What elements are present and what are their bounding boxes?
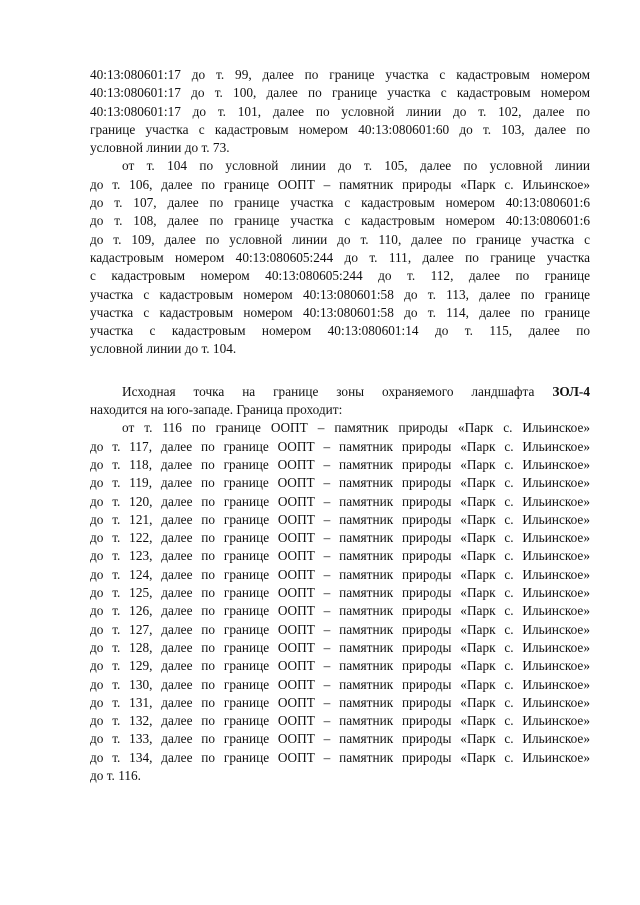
text-line: 40:13:080601:17 до т. 99, далее по границе участка с кадастровым номером bbox=[90, 67, 590, 82]
paragraph-spacer bbox=[90, 359, 590, 383]
paragraph-boundary-continuation bbox=[90, 66, 590, 157]
paragraph-points-116-134 bbox=[90, 419, 590, 785]
text-line: до т. 121, далее по границе ООПТ – памятник природы «Парк с. Ильинское» bbox=[90, 511, 590, 527]
text-line: с кадастровым номером 40:13:080605:244 до т. 112, далее по границе bbox=[90, 268, 590, 284]
text-line: до т. 125, далее по границе ООПТ – памятник природы «Парк с. Ильинское» bbox=[90, 585, 590, 601]
text-line: до т. 107, далее по границе участка с кадастровым номером 40:13:080601:6 bbox=[90, 195, 590, 211]
text-line bbox=[90, 383, 590, 401]
text-line: до т. 119, далее по границе ООПТ – памятник природы «Парк с. Ильинское» bbox=[90, 475, 590, 491]
text-line: до т. 117, далее по границе ООПТ – памятник природы «Парк с. Ильинское» bbox=[90, 438, 590, 454]
text-line: до т. 106, далее по границе ООПТ – памятник природы «Парк с. Ильинское» bbox=[90, 176, 590, 192]
text-line: до т. 118, далее по границе ООПТ – памятник природы «Парк с. Ильинское» bbox=[90, 456, 590, 472]
text-line: 40:13:080601:17 до т. 101, далее по условной линии до т. 102, далее по bbox=[90, 103, 590, 119]
paragraph-zone-intro bbox=[90, 383, 590, 420]
text-line: до т. 120, далее по границе ООПТ – памятник природы «Парк с. Ильинское» bbox=[90, 493, 590, 509]
text-line: участка с кадастровым номером 40:13:080601:58 до т. 113, далее по границе bbox=[90, 286, 590, 302]
text-line: участка с кадастровым номером 40:13:080601:14 до т. 115, далее по bbox=[90, 323, 590, 339]
text-line: до т. 108, далее по границе участка с кадастровым номером 40:13:080601:6 bbox=[90, 213, 590, 229]
text-line: условной линии до т. 73. bbox=[90, 140, 230, 156]
text-line: до т. 133, далее по границе ООПТ – памятник природы «Парк с. Ильинское» bbox=[90, 731, 590, 747]
zone-label: ЗОЛ-4 bbox=[552, 383, 590, 399]
document-page bbox=[90, 66, 590, 785]
text-line: от т. 104 по условной линии до т. 105, далее по условной линии bbox=[122, 158, 590, 174]
text-line: до т. 131, далее по границе ООПТ – памятник природы «Парк с. Ильинское» bbox=[90, 694, 590, 710]
text-line: границе участка с кадастровым номером 40:13:080601:60 до т. 103, далее по bbox=[90, 121, 590, 137]
text-line: до т. 109, далее по условной линии до т. 110, далее по границе участка с bbox=[90, 231, 590, 247]
text-line: до т. 134, далее по границе ООПТ – памятник природы «Парк с. Ильинское» bbox=[90, 749, 590, 765]
text-line: до т. 128, далее по границе ООПТ – памятник природы «Парк с. Ильинское» bbox=[90, 639, 590, 655]
text-line: до т. 126, далее по границе ООПТ – памятник природы «Парк с. Ильинское» bbox=[90, 603, 590, 619]
text-line: до т. 129, далее по границе ООПТ – памятник природы «Парк с. Ильинское» bbox=[90, 658, 590, 674]
text-line: до т. 122, далее по границе ООПТ – памятник природы «Парк с. Ильинское» bbox=[90, 530, 590, 546]
text-line: до т. 116. bbox=[90, 767, 141, 783]
text-line: условной линии до т. 104. bbox=[90, 341, 237, 357]
text-line: участка с кадастровым номером 40:13:080601:58 до т. 114, далее по границе bbox=[90, 304, 590, 320]
text-line: 40:13:080601:17 до т. 100, далее по границе участка с кадастровым номером bbox=[90, 85, 590, 101]
text-line: кадастровым номером 40:13:080605:244 до т. 111, далее по границе участка bbox=[90, 249, 590, 265]
text-line: от т. 116 по границе ООПТ – памятник природы «Парк с. Ильинское» bbox=[122, 420, 590, 436]
text-line: до т. 123, далее по границе ООПТ – памятник природы «Парк с. Ильинское» bbox=[90, 548, 590, 564]
text-line: находится на юго-западе. Граница проходит: bbox=[90, 402, 343, 418]
text-line: до т. 132, далее по границе ООПТ – памятник природы «Парк с. Ильинское» bbox=[90, 713, 590, 729]
text-line: до т. 130, далее по границе ООПТ – памятник природы «Парк с. Ильинское» bbox=[90, 676, 590, 692]
text-line: до т. 124, далее по границе ООПТ – памятник природы «Парк с. Ильинское» bbox=[90, 566, 590, 582]
paragraph-points-104-115 bbox=[90, 157, 590, 358]
zone-intro-text: Исходная точка на границе зоны охраняемого ландшафта bbox=[122, 383, 535, 399]
text-line: до т. 127, далее по границе ООПТ – памятник природы «Парк с. Ильинское» bbox=[90, 621, 590, 637]
